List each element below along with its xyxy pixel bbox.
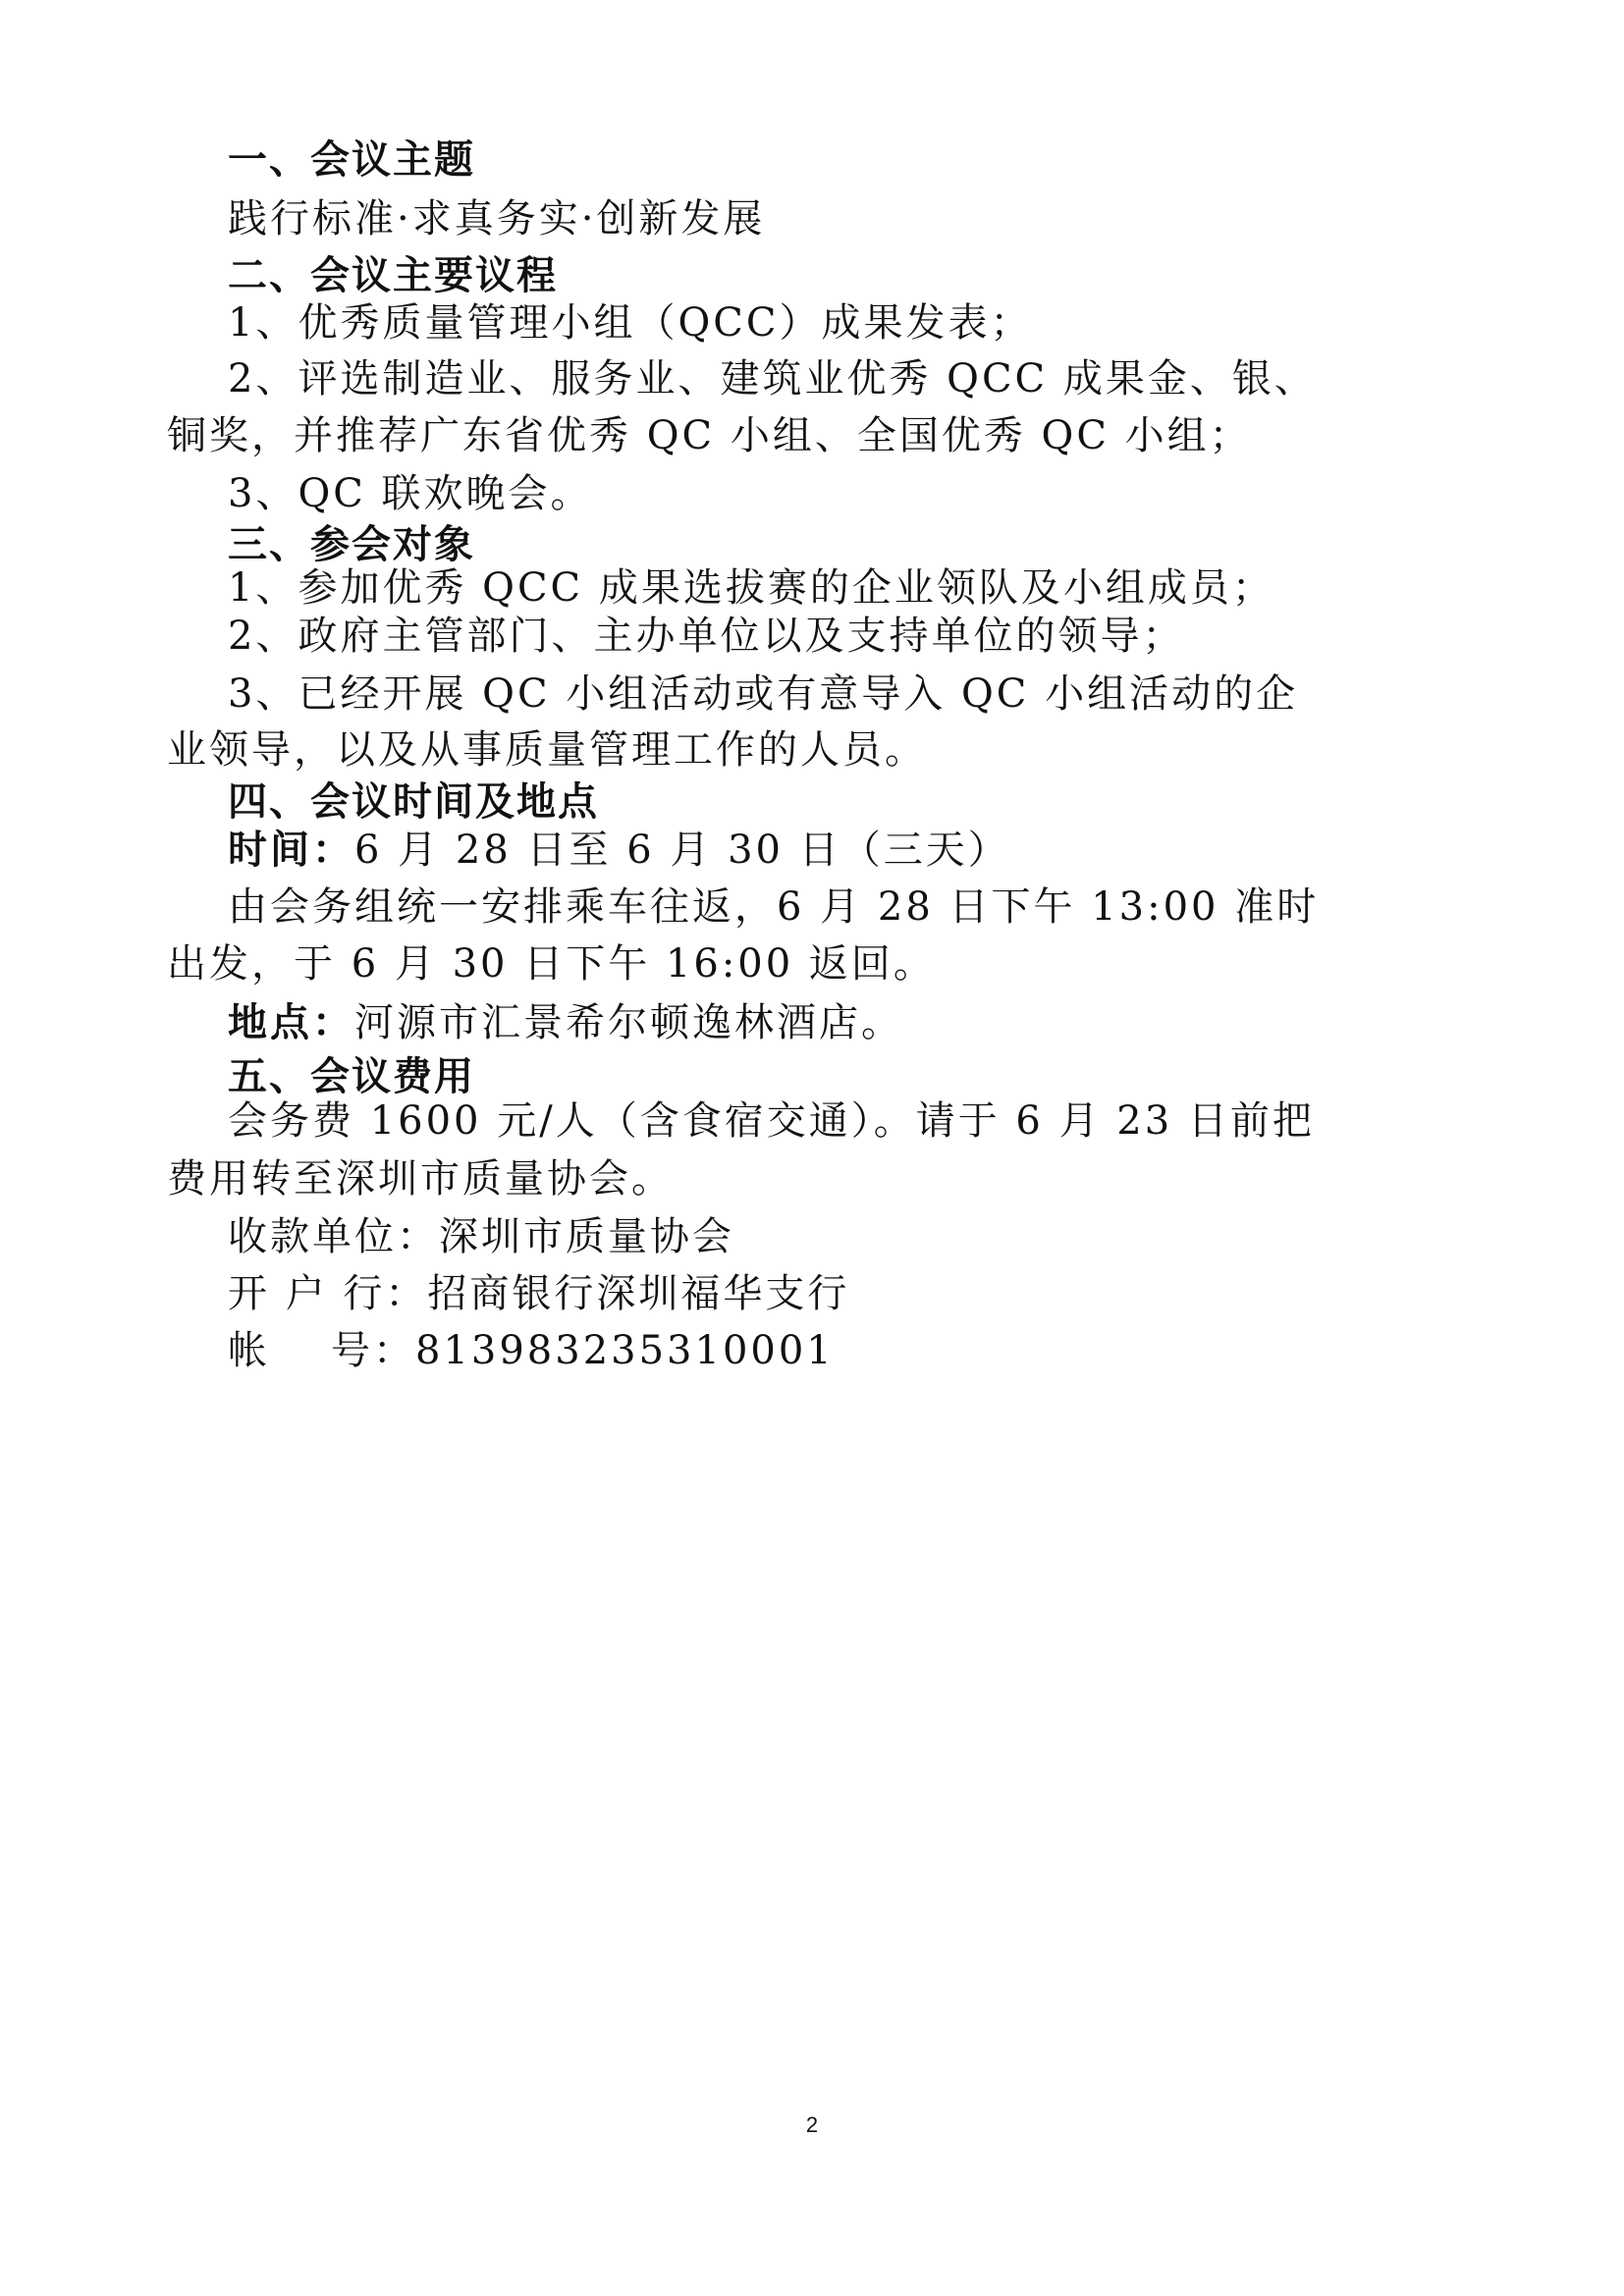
agenda-item-2-line-2: 铜奖，并推荐广东省优秀 QC 小组、全国优秀 QC 小组；: [167, 413, 1252, 458]
transport-line-1: 由会务组统一安排乘车往返，6 月 28 日下午 13:00 准时: [228, 884, 1320, 930]
fee-line-2: 费用转至深圳市质量协会。: [167, 1156, 674, 1201]
place-value: 河源市汇景希尔顿逸林酒店。: [354, 1000, 903, 1045]
agenda-item-3: 3、QC 联欢晚会。: [228, 471, 593, 516]
meeting-time: [228, 827, 1010, 874]
attendee-item-3-line-1: 3、已经开展 QC 小组活动或有意导入 QC 小组活动的企: [228, 671, 1299, 717]
section-heading-5: 五、会议费用: [228, 1054, 475, 1099]
agenda-item-2-line-1: 2、评选制造业、服务业、建筑业优秀 QCC 成果金、银、: [228, 356, 1317, 401]
account-value: 号：813983235310001: [331, 1328, 835, 1373]
payee: 收款单位：深圳市质量协会: [228, 1214, 734, 1259]
time-value: 6 月 28 日至 6 月 30 日（三天）: [354, 828, 1010, 873]
meeting-place: [228, 999, 903, 1046]
time-label: 时间：: [228, 828, 354, 873]
attendee-item-2: 2、政府主管部门、主办单位以及支持单位的领导；: [228, 614, 1185, 659]
meeting-theme: 践行标准·求真务实·创新发展: [228, 196, 766, 241]
transport-line-2: 出发，于 6 月 30 日下午 16:00 返回。: [167, 941, 936, 987]
section-heading-4: 四、会议时间及地点: [228, 779, 599, 825]
agenda-item-1: 1、优秀质量管理小组（QCC）成果发表；: [228, 300, 1033, 346]
account-label: 帐: [228, 1328, 270, 1373]
bank: 开 户 行：招商银行深圳福华支行: [228, 1271, 850, 1316]
attendee-item-3-line-2: 业领导，以及从事质量管理工作的人员。: [167, 727, 927, 773]
place-label: 地点：: [228, 1000, 354, 1045]
page-number: 2: [805, 2112, 819, 2137]
attendee-item-1: 1、参加优秀 QCC 成果选拔赛的企业领队及小组成员；: [228, 565, 1274, 611]
fee-line-1: 会务费 1600 元/人（含食宿交通）。请于 6 月 23 日前把: [228, 1098, 1315, 1144]
section-heading-2: 二、会议主要议程: [228, 253, 558, 298]
account: [228, 1327, 835, 1374]
section-heading-1: 一、会议主题: [228, 137, 475, 183]
section-heading-3: 三、参会对象: [228, 522, 475, 567]
